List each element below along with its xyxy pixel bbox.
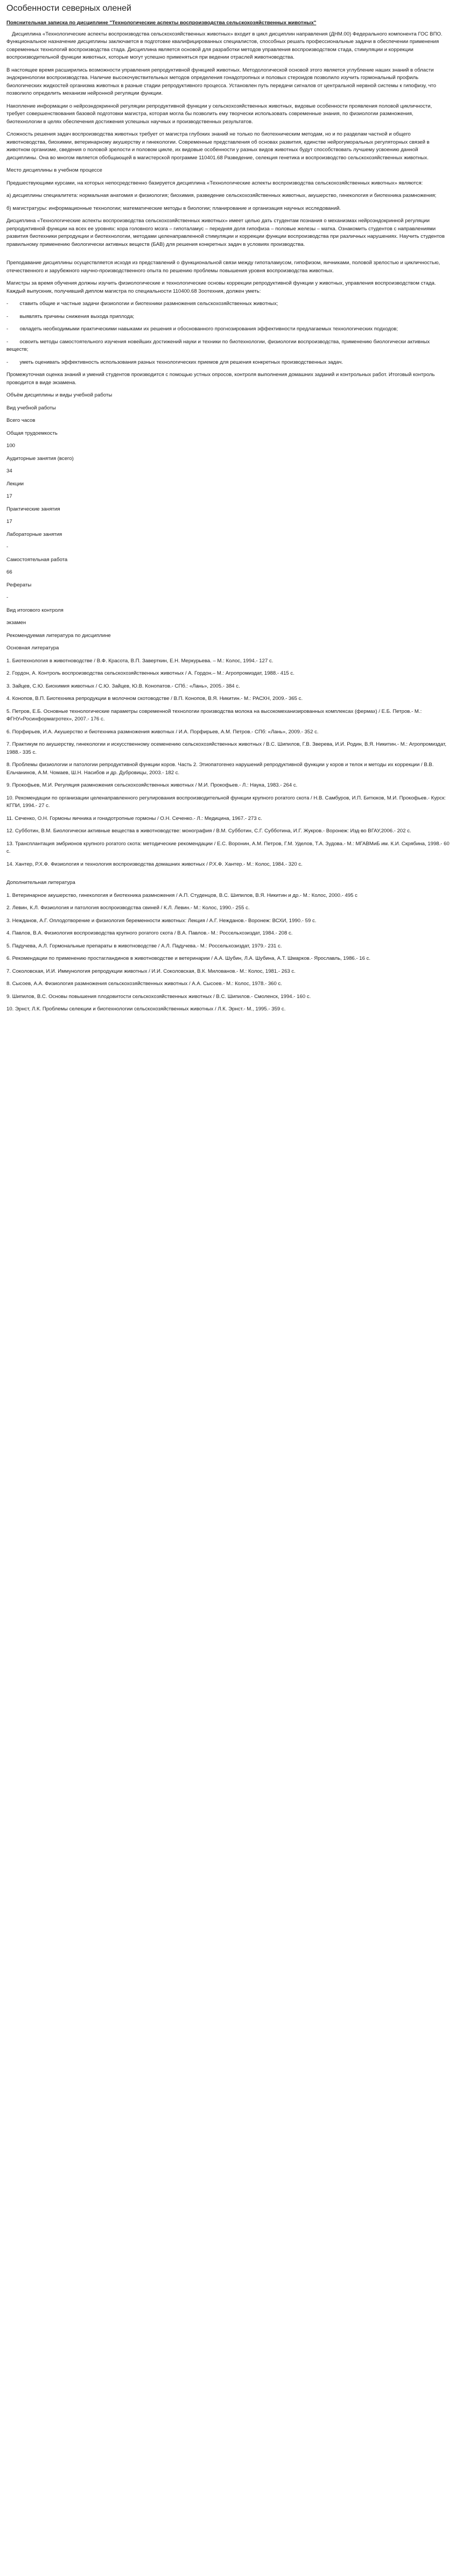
intro-paragraph: Накопление информации о нейроэндокринной регуляции репродуктивной функции у сельскохозяйственных животных, видовые особенности проявления половой цикличности, требует совершенствования базовой подготовки магистра, которая могла бы позволить ему творчески использовать современные знания, по физиологии размножения, биотехнологии в целях обеспечения достижения успешных научных и производственных результатов. (6, 103, 432, 125)
literature-item: 4. Павлов, В.А. Физиология воспроизводства крупного рогатого скота / В.А. Павлов.- М.: Россельхозиздат, 1984.- 208 с. (6, 930, 293, 936)
teaching-section (6, 259, 450, 295)
section-heading: Рекомендуемая литература по дисциплине (6, 632, 111, 639)
workload-line: Объём дисциплины и виды учебной работы (6, 392, 113, 398)
skills-list (6, 300, 450, 366)
methods-paragraph: а) дисциплины специалитета: нормальная анатомия и физиология; биохимия, разведение сельскохозяйственных животных, акушерство, гинекология и биотехника размножения; (6, 193, 437, 199)
literature-item: 1. Ветеринарное акушерство, гинекология и биотехника размножения / А.П. Студенцов, В.С. Шипилов, В.Я. Никитин и др.- М.: Колос, 2000.- 495 с (6, 892, 357, 898)
workload-line: Лекции (6, 480, 24, 487)
workload-line: 34 (6, 468, 12, 474)
literature-item: 14. Хантер, Р.Х.Ф. Физиология и технология воспроизводства домашних животных / Р.Х.Ф. Хантер.- М.: Колос, 1984.- 320 с. (6, 861, 303, 867)
literature-item: 1. Биотехнология в животноводстве / В.Ф. Красота, В.П. Заверткин, Е.Н. Меркурьева. – М.: Колос, 1994.- 127 с. (6, 657, 273, 664)
skill-item: - овладеть необходимыми практическими навыками их решения и обоснованного прогнозирования эффективности предлагаемых технологических подходов; (6, 326, 398, 332)
workload-line: Аудиторные занятия (всего) (6, 455, 74, 462)
intro-section (6, 31, 450, 162)
literature-item: 8. Сысоев, А.А. Физиология размножения сельскохозяйственных животных / А.А. Сысоев.- М.: Колос, 1978.- 360 с. (6, 981, 282, 987)
control-paragraph: Промежуточная оценка знаний и умений студентов производится с помощью устных опросов, контроля выполнения домашних заданий и контрольных работ. Итоговый контроль проводится в виде экзамена. (6, 372, 435, 386)
literature-item: 10. Эрнст, Л.К. Проблемы селекции и биотехнологии сельскохозяйственных животных / Л.К. Эрнст.- М., 1995.- 359 с. (6, 1006, 286, 1012)
literature-item: 12. Субботин, В.М. Биологически активные вещества в животноводстве: монография / В.М. Субботин, С.Г. Субботина, И.Г. Жукров.- Воронеж: Изд-во ВГАУ,2006.- 202 с. (6, 828, 411, 834)
literature-item: 2. Левин, К.Л. Физиология и патология воспроизводства свиней / К.Л. Левин.- М.: Колос, 1990.- 255 с. (6, 905, 250, 911)
section-heading: Основная литература (6, 645, 59, 651)
workload-line: - (6, 544, 9, 550)
literature-item: 3. Нежданов, А.Г. Оплодотворение и физиология беременности животных: Лекция / А.Г. Нежданов.- Воронеж: ВСХИ, 1990.- 59 с. (6, 917, 317, 924)
literature-item: 8. Проблемы физиологии и патологии репродуктивной функции коров. Часть 2. Этиопатогенез нарушений репродуктивной функции у коров и телок и методы их коррекции / В.В. Ельчанинов, А.М. Чомаев, Ш.Н. Насибов и др. Дубровицы, 2003.- 182 с. (6, 762, 434, 776)
literature-item: 9. Прокофьев, М.И. Регуляция размножения сельскохозяйственных животных / М.И. Прокофьев.- Л.: Наука, 1983.- 264 с. (6, 782, 298, 788)
document-page (0, 0, 456, 1029)
workload-section (6, 392, 450, 627)
main-literature-list (6, 657, 450, 869)
skill-item: - ставить общие и частные задачи физиологии и биотехники размножения сельскохозяйственных животных; (6, 301, 278, 307)
workload-line: Вид учебной работы (6, 405, 56, 411)
literature-item: 9. Шипилов, В.С. Основы повышения плодовитости сельскохозяйственных животных / В.С. Шипилов.- Смоленск, 1994.- 160 с. (6, 993, 311, 1000)
workload-line: Лабораторные занятия (6, 531, 62, 537)
skill-item: - уметь оценивать эффективность использования разных технологических приемов для решения конкретных производственных задач. (6, 359, 343, 365)
spacer (6, 873, 450, 879)
workload-line: 17 (6, 493, 12, 499)
workload-line: Общая трудоемкость (6, 430, 58, 436)
literature-item: 5. Падучева, А.Л. Гормональные препараты в животноводстве / А.Л. Падучева.- М.: Россельхозиздат, 1979.- 231 с. (6, 943, 282, 949)
workload-line: Рефераты (6, 582, 32, 588)
workload-line: - (6, 595, 9, 600)
workload-line: 66 (6, 569, 12, 575)
methods-paragraph: Дисциплина «Технологические аспекты воспроизводства сельскохозяйственных животных» имеет целью дать студентам познания о механизмах нейроэндокринной регуляции репродуктивной функции на всех ее уровнях: кора головного мозга – гипоталамус – передняя доля гипофиза – половые железы – матка. Ознакомить студентов с направлениями развития биотехники репродукции и биотехнологии, методами целенаправленной стимуляции и коррекции функции воспроизводства при различных нарушениях. Научить студентов правильному применению биологически активных веществ (БАВ) для решения конкретных задач в условиях производства. (6, 218, 445, 247)
teaching-paragraph: Магистры за время обучения должны изучить физиологические и технологические основы коррекции репродуктивной функции у животных, управления воспроизводством стада. Каждый выпускник, получивший диплом магистра по специальности 110400.68 Зоотехния, должен уметь: (6, 280, 436, 294)
extra-literature-list (6, 892, 450, 1014)
methods-paragraph: б) магистратуры: информационные технологии; математические методы в биологии; планирование и организация научных исследований. (6, 205, 341, 211)
workload-line: Вид итогового контроля (6, 607, 64, 613)
skill-item: - выявлять причины снижения выхода приплода; (6, 313, 135, 320)
intro-paragraph: Дисциплина «Технологические аспекты воспроизводства сельскохозяйственных животных» входит в цикл дисциплин направления (ДНМ.00) Федерального компонента ГОС ВПО. Функциональное назначение дисциплины заключается в подготовке квалифицированных специалистов, способных решать профессиональные задачи в обеспечении применения современных технологий воспроизводства стада. Дисциплина является основой для разработки методов управления воспроизводством стада, стимуляции и коррекции воспроизводительной функции животных, которые могут успешно применяться при ведении отраслей животноводства. (6, 31, 443, 60)
workload-line: 17 (6, 519, 12, 525)
literature-item: 7. Практикум по акушерству, гинекологии и искусственному осеменению сельскохозяйственных животных / В.С. Шипилов, Г.В. Зверева, И.И. Родин, В.Я. Никитин.- М.: Агропромиздат, 1988.- 335 с. (6, 741, 446, 755)
skill-item: - освоить методы самостоятельного изучения новейших достижений науки и техники по биотехнологии, физиологии воспроизводства, применению биологически активных веществ; (6, 338, 430, 352)
page-title: Особенности северных оленей (6, 4, 131, 13)
section-heading: Место дисциплины в учебном процессе (6, 167, 102, 173)
literature-item: 11. Сеченко, О.Н. Гормоны яичника и гонадотропные гормоны / О.Н. Сеченко.- Л.: Медицина, 1967.- 273 с. (6, 815, 262, 822)
literature-item: 13. Трансплантация эмбрионов крупного рогатого скота: методические рекомендации / Е.С. Воронин, А.М. Петров, Г.М. Уделов, Т.А. Зудова.- М.: МГАВМиБ им. К.И. Скрябина, 1998.- 60 с. (6, 840, 450, 854)
workload-line: экзамен (6, 620, 26, 626)
workload-line: Самостоятельная работа (6, 556, 68, 563)
workload-line: Всего часов (6, 417, 36, 423)
literature-item: 5. Петров, Е.Б. Основные технологические параметры современной технологии производства молока на высокомеханизированных комплексах (фермах) / Е.Б. Петров.- М.: ФГНУ«Росинформагротех», 2007.- 176 с. (6, 708, 422, 722)
intro-paragraph: Сложность решения задач воспроизводства животных требует от магистра глубоких знаний не только по биотехническим методам, но и по разделам частной и общего животноводства, биохимии, ветеринарному акушерству и гинекологии. Современные представления об основах развития, единстве нейрогуморальных регуляторных связей в животном организме, сведения о половой зрелости и половом цикле, их видовые особенности у разных видов животных будут способствовать лучшему усвоению данной дисциплины. Она во многом является обобщающей в магистерской программе 110401.68 Разведение, селекция генетика и воспроизводство сельскохозяйственных животных. (6, 131, 430, 161)
section-heading: Дополнительная литература (6, 880, 75, 886)
spacer (6, 253, 450, 259)
literature-item: 10. Рекомендации по организации целенаправленного регулирования воспроизводительной функции крупного рогатого скота / Н.В. Самбуров, И.П. Битюков, М.И. Прокофьев.- Курск: КГПИ, 1994.- 27 с. (6, 795, 446, 809)
literature-item: 3. Зайцев, С.Ю. Биохимия животных / С.Ю. Зайцев, Ю.В. Конопатов.- СПб.: «Лань», 2005.- 384 с. (6, 683, 240, 689)
methods-paragraph: Предшествующими курсами, на которых непосредственно базируется дисциплина «Технологические аспекты воспроизводства сельскохозяйственных животных» являются: (6, 180, 423, 186)
intro-paragraph: В настоящее время расширились возможности управления репродуктивной функцией животных. Методологической основой этого является углубление наших знаний в области эндокринологии воспроизводства. Наличие высокочувствительных методов определения гонадотропных и половых стероидов позволило изучить гормональный профиль биологических жидкостей организма животных в разные стадии репродуктивного процесса. Установлен путь передачи сигналов от центральной нервной системы к гипофизу, что позволило определить механизм нейронной регуляции функции. (6, 67, 437, 96)
teaching-paragraph: Преподавание дисциплины осуществляется исходя из представлений о функциональной связи между гипоталамусом, гипофизом, яичниками, половой зрелостью и цикличностью, отечественного и зарубежного научно-производственного опыта по решению проблемы повышения уровня воспроизводства животных. (6, 260, 440, 274)
literature-item: 2. Гордон, А. Контроль воспроизводства сельскохозяйственных животных / А. Гордон.– М.: Агропромиздат, 1988.- 415 с. (6, 670, 294, 676)
document-subtitle: Пояснительная записка по дисциплине "Технологические аспекты воспроизводства сельскохозяйственных животных" (6, 20, 317, 26)
literature-item: 4. Конопов, В.П. Биотехника репродукции в молочном скотоводстве / В.П. Конопов, В.Я. Никитин.- М.: РАСХН, 2009.- 365 с. (6, 696, 303, 702)
methods-section (6, 180, 450, 249)
workload-line: 100 (6, 443, 16, 449)
literature-item: 6. Порфирьев, И.А. Акушерство и биотехника размножения животных / И.А. Порфирьев, А.М. Петров.- СПб: «Лань», 2009.- 352 с. (6, 728, 319, 735)
workload-line: Практические занятия (6, 506, 60, 512)
literature-item: 6. Рекомендации по применению простагландинов в животноводстве и ветеринарии / А.А. Шубин, Л.А. Шубина, А.Т. Шмарков.- Ярославль, 1986.- 16 с. (6, 956, 371, 961)
literature-item: 7. Соколовская, И.И. Иммунология репродукции животных / И.И. Соколовская, В.К. Милованов.- М.: Колос, 1981.- 263 с. (6, 968, 296, 974)
